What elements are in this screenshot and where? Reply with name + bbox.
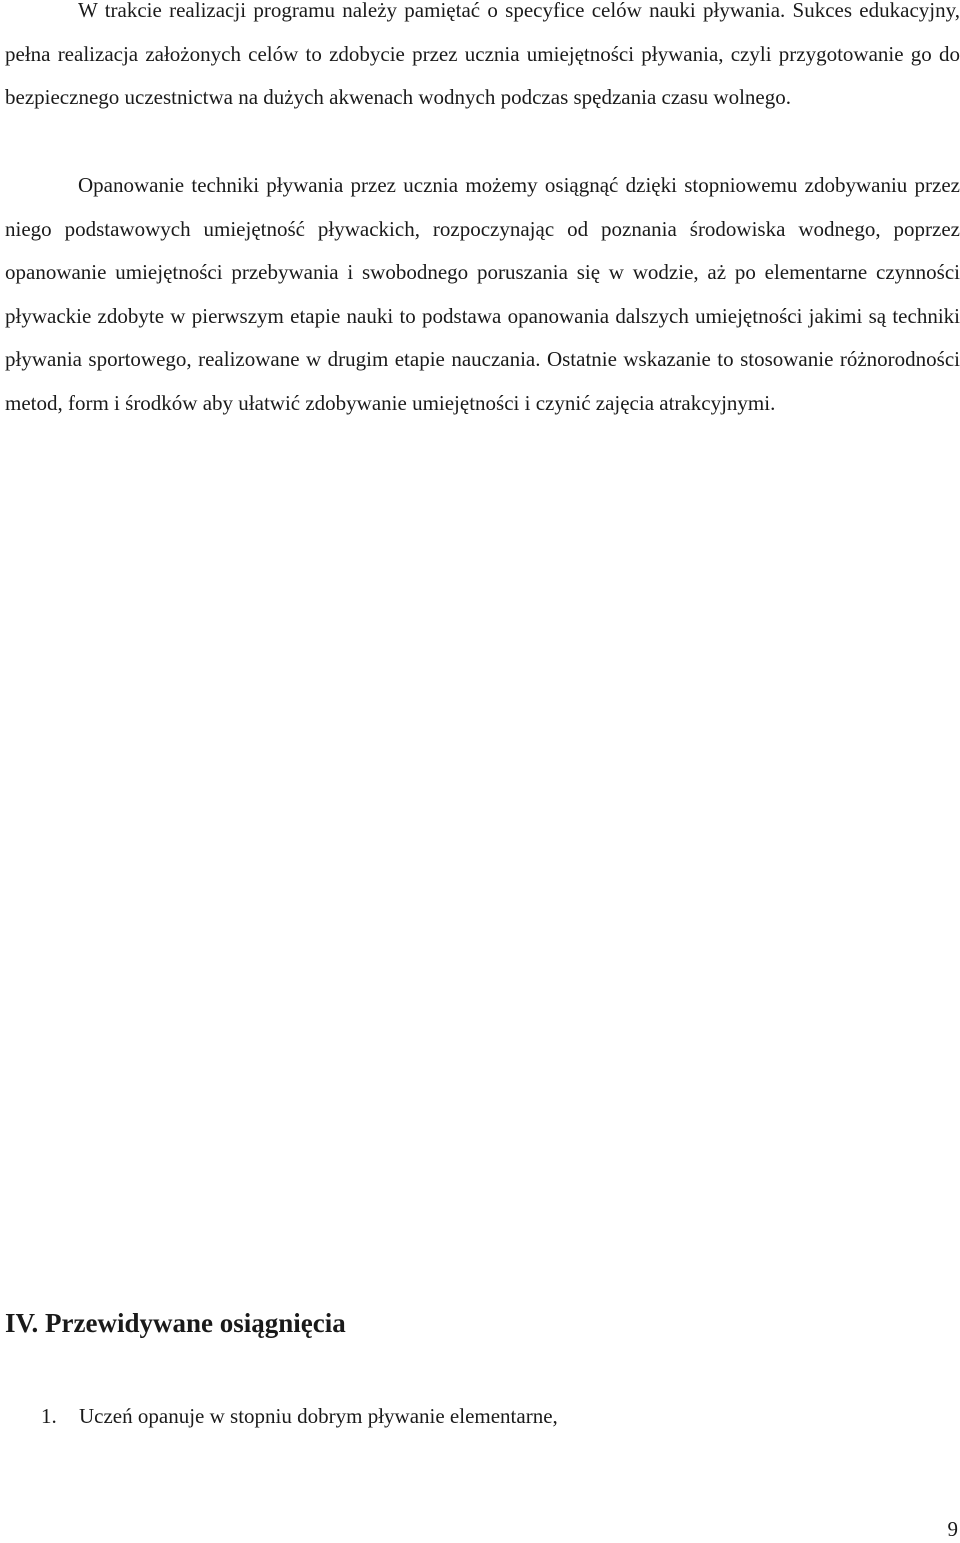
paragraph-technique: Opanowanie techniki pływania przez ucznia możemy osiągnąć dzięki stopniowemu zdobywaniu przez niego podstawowych umiejętność pływackich, rozpoczynając od poznania środowiska wodnego, poprzez opanowanie umiejętności przebywania i swobodnego poruszania się w wodzie, aż po elementarne czynności pływackie zdobyte w pierwszym etapie nauki to podstawa opanowania dalszych umiejętności jakimi są techniki pływania sportowego, realizowane w drugim etapie nauczania. Ostatnie wskazanie to stosowanie różnorodności metod, form i środków aby ułatwić zdobywanie umiejętności i czynić zajęcia atrakcyjnymi. xyxy=(5,173,960,415)
section-heading: IV. Przewidywane osiągnięcia xyxy=(5,1308,346,1338)
list-item-text: Uczeń opanuje w stopniu dobrym pływanie elementarne, xyxy=(79,1404,558,1428)
paragraph-goals: W trakcie realizacji programu należy pamiętać o specyfice celów nauki pływania. Sukces edukacyjny, pełna realizacja założonych celów to zdobycie przez ucznia umiejętności pływania, czyli przygotowanie go do bezpiecznego uczestnictwa na dużych akwenach wodnych podczas spędzania czasu wolnego. xyxy=(5,0,960,109)
page-number: 9 xyxy=(947,1517,958,1541)
list-item-number: 1. xyxy=(41,1404,57,1428)
achievements-list xyxy=(41,1398,558,1434)
list-item xyxy=(41,1398,558,1434)
